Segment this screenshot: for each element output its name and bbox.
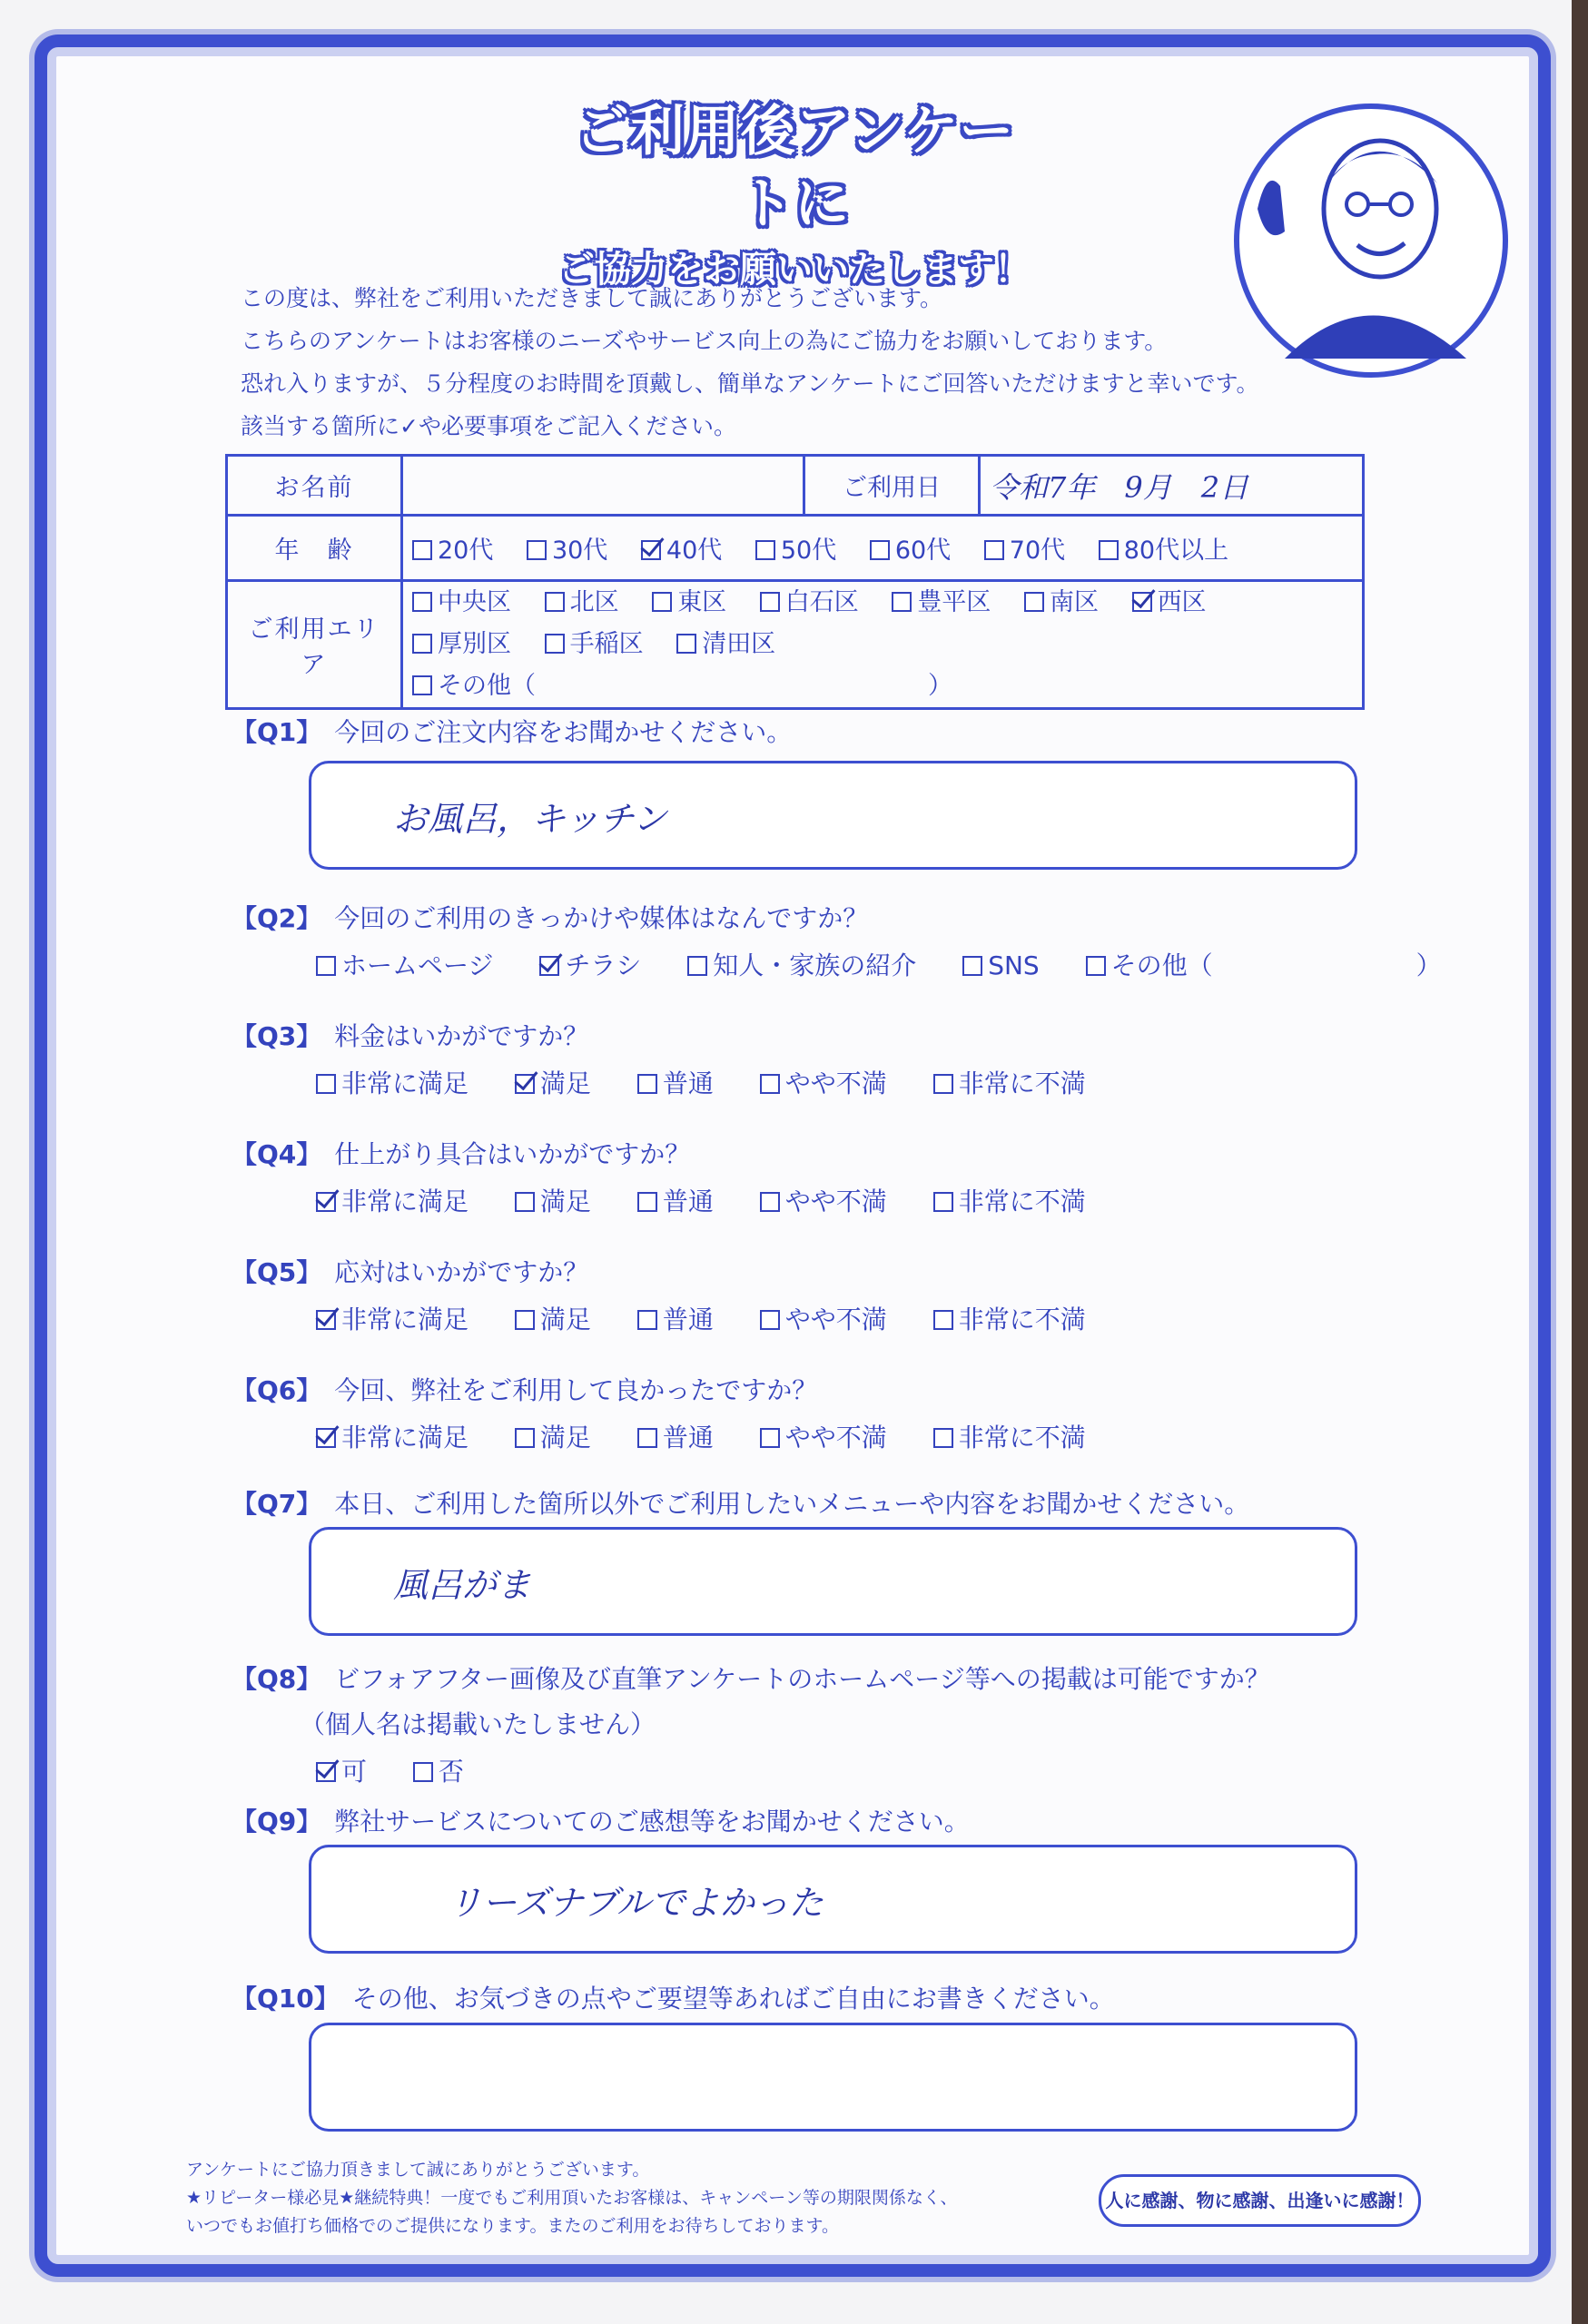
checkmark-icon [316, 1428, 336, 1448]
question-text: ビフォアフター画像及び直筆アンケートのホームページ等への掲載は可能ですか？ [334, 1664, 1270, 1694]
area-option[interactable]: 北区 [545, 588, 619, 616]
question-text: 今回のご注文内容をお聞かせください。 [334, 717, 793, 747]
q2-option[interactable]: その他（ ） [1086, 950, 1442, 980]
q5-option[interactable]: 普通 [637, 1305, 714, 1334]
q6-option[interactable]: やや不満 [760, 1423, 887, 1452]
age-label: 年 齢 [227, 516, 402, 581]
intro-line: この度は、弊社をご利用いただきまして誠にありがとうございます。 [241, 285, 943, 311]
footer-text [186, 2156, 958, 2240]
question-5 [232, 1253, 588, 1289]
question-10 [232, 1979, 1115, 2015]
area-option[interactable]: 清田区 [676, 630, 775, 658]
q2-option[interactable]: SNS [962, 950, 1040, 980]
footer-line: いつでもお値打ち価格でのご提供になります。またのご利用をお待ちしております。 [186, 2216, 839, 2236]
question-label: 【Q7】 [232, 1489, 322, 1519]
q7-answer: 風呂がま [393, 1565, 532, 1605]
checkmark-icon [1132, 592, 1152, 612]
q5-option-checked[interactable]: 非常に満足 [316, 1305, 469, 1334]
area-label: ご利用エリア [227, 581, 402, 709]
question-2 [232, 899, 868, 935]
name-label: お名前 [227, 456, 402, 516]
q2-option[interactable]: 知人・家族の紹介 [687, 950, 916, 980]
question-label: 【Q1】 [232, 717, 322, 747]
question-8 [232, 1659, 1270, 1696]
q5-options [316, 1300, 1124, 1336]
intro-text [241, 277, 1259, 448]
checkmark-icon [316, 1762, 336, 1782]
age-option[interactable]: 80代以上 [1099, 537, 1228, 565]
area-option[interactable]: 豊平区 [892, 588, 991, 616]
q4-option[interactable]: 普通 [637, 1187, 714, 1216]
q3-option[interactable]: やや不満 [760, 1068, 887, 1098]
area-option[interactable]: 手稲区 [545, 630, 644, 658]
intro-line: こちらのアンケートはお客様のニーズやサービス向上の為にご協力をお願いしております。 [241, 328, 1168, 354]
age-option[interactable]: 60代 [870, 537, 951, 565]
checkmark-icon [539, 956, 559, 976]
survey-title [558, 95, 1031, 299]
question-label: 【Q8】 [232, 1664, 322, 1694]
question-3 [232, 1017, 588, 1053]
area-options [402, 581, 1364, 709]
checkmark-icon [641, 540, 661, 560]
question-label: 【Q9】 [232, 1807, 322, 1837]
checkmark-icon [316, 1310, 336, 1330]
intro-line: 恐れ入りますが、５分程度のお時間を頂戴し、簡単なアンケートにご回答いただけますと幸いです。 [241, 370, 1259, 397]
area-option[interactable]: 白石区 [760, 588, 859, 616]
question-4 [232, 1135, 690, 1171]
question-9 [232, 1802, 970, 1838]
q8-options [316, 1752, 502, 1788]
intro-line: 該当する箇所に✓や必要事項をご記入ください。 [241, 413, 736, 439]
staff-portrait-illustration [1230, 100, 1512, 381]
q5-option[interactable]: 非常に不満 [933, 1305, 1086, 1334]
question-text: 料金はいかがですか？ [334, 1021, 589, 1051]
q6-options [316, 1418, 1124, 1454]
area-option-checked[interactable]: 西区 [1132, 588, 1207, 616]
customer-info-table [225, 454, 1365, 710]
title-line-2: ご協力をお願いいたします！ [558, 249, 1031, 290]
slogan-badge: 人に感謝、物に感謝、出逢いに感謝！ [1099, 2174, 1421, 2227]
q1-answer: お風呂，キッチン [393, 799, 667, 839]
q3-option[interactable]: 非常に不満 [933, 1068, 1086, 1098]
footer-line: アンケートにご協力頂きまして誠にありがとうございます。 [186, 2160, 650, 2180]
q10-answer-box[interactable] [309, 2023, 1357, 2132]
question-label: 【Q10】 [232, 1984, 340, 2014]
q4-option[interactable]: やや不満 [760, 1187, 887, 1216]
age-option-checked[interactable]: 40代 [641, 537, 722, 565]
q2-option[interactable]: ホームページ [316, 950, 493, 980]
q4-option[interactable]: 満足 [515, 1187, 591, 1216]
scan-edge [1572, 0, 1588, 2324]
q1-answer-box[interactable] [309, 761, 1357, 870]
q5-option[interactable]: 満足 [515, 1305, 591, 1334]
checkmark-icon [316, 1192, 336, 1212]
question-text: 弊社サービスについてのご感想等をお聞かせください。 [334, 1807, 970, 1837]
q3-option-checked[interactable]: 満足 [515, 1068, 591, 1098]
q6-option[interactable]: 非常に不満 [933, 1423, 1086, 1452]
question-text: 今回、弊社をご利用して良かったですか？ [334, 1375, 818, 1405]
age-option[interactable]: 50代 [755, 537, 836, 565]
q9-answer-box[interactable] [309, 1845, 1357, 1954]
question-text: 本日、ご利用した箇所以外でご利用したいメニューや内容をお聞かせください。 [334, 1489, 1250, 1519]
q6-option[interactable]: 満足 [515, 1423, 591, 1452]
age-option[interactable]: 70代 [984, 537, 1065, 565]
question-label: 【Q5】 [232, 1257, 322, 1287]
question-7 [232, 1484, 1249, 1521]
q2-options [316, 946, 1480, 982]
question-text: 今回のご利用のきっかけや媒体はなんですか？ [334, 903, 869, 933]
date-label: ご利用日 [804, 456, 980, 516]
q2-option-checked[interactable]: チラシ [539, 950, 641, 980]
age-option[interactable]: 30代 [527, 537, 607, 565]
q5-option[interactable]: やや不満 [760, 1305, 887, 1334]
question-text: 仕上がり具合はいかがですか？ [334, 1139, 691, 1169]
area-option[interactable]: 東区 [652, 588, 726, 616]
question-label: 【Q2】 [232, 903, 322, 933]
q6-option-checked[interactable]: 非常に満足 [316, 1423, 469, 1452]
question-label: 【Q3】 [232, 1021, 322, 1051]
name-field[interactable] [402, 456, 804, 516]
q3-options [316, 1064, 1124, 1100]
q6-option[interactable]: 普通 [637, 1423, 714, 1452]
area-option[interactable]: 中央区 [412, 588, 511, 616]
checkmark-icon [515, 1074, 535, 1094]
date-field[interactable]: 令和7年 9月 2日 [980, 456, 1364, 516]
question-text: 応対はいかがですか？ [334, 1257, 589, 1287]
age-option[interactable]: 20代 [412, 537, 493, 565]
question-label: 【Q4】 [232, 1139, 322, 1169]
question-text: その他、お気づきの点やご要望等あればご自由にお書きください。 [351, 1984, 1115, 2014]
q4-options [316, 1182, 1124, 1218]
q3-option[interactable]: 普通 [637, 1068, 714, 1098]
question-6 [232, 1371, 817, 1407]
question-1 [232, 713, 792, 749]
footer-line: ★リピーター様必見★継続特典！一度でもご利用頂いたお客様は、キャンペーン等の期限関係なく、 [186, 2188, 958, 2208]
area-option[interactable]: 厚別区 [412, 630, 511, 658]
q3-option[interactable]: 非常に満足 [316, 1068, 469, 1098]
q7-answer-box[interactable] [309, 1527, 1357, 1636]
q9-answer: リーズナブルでよかった [448, 1883, 824, 1923]
q4-option-checked[interactable]: 非常に満足 [316, 1187, 469, 1216]
q8-option-checked[interactable]: 可 [316, 1757, 367, 1787]
area-option[interactable]: 南区 [1024, 588, 1099, 616]
age-options [402, 516, 1364, 581]
question-label: 【Q6】 [232, 1375, 322, 1405]
q8-note: （個人名は掲載いたしません） [300, 1709, 656, 1739]
q4-option[interactable]: 非常に不満 [933, 1187, 1086, 1216]
q8-option[interactable]: 否 [413, 1757, 464, 1787]
title-line-1: ご利用後アンケートに [574, 100, 1015, 236]
area-option[interactable]: その他（ ） [412, 672, 952, 700]
